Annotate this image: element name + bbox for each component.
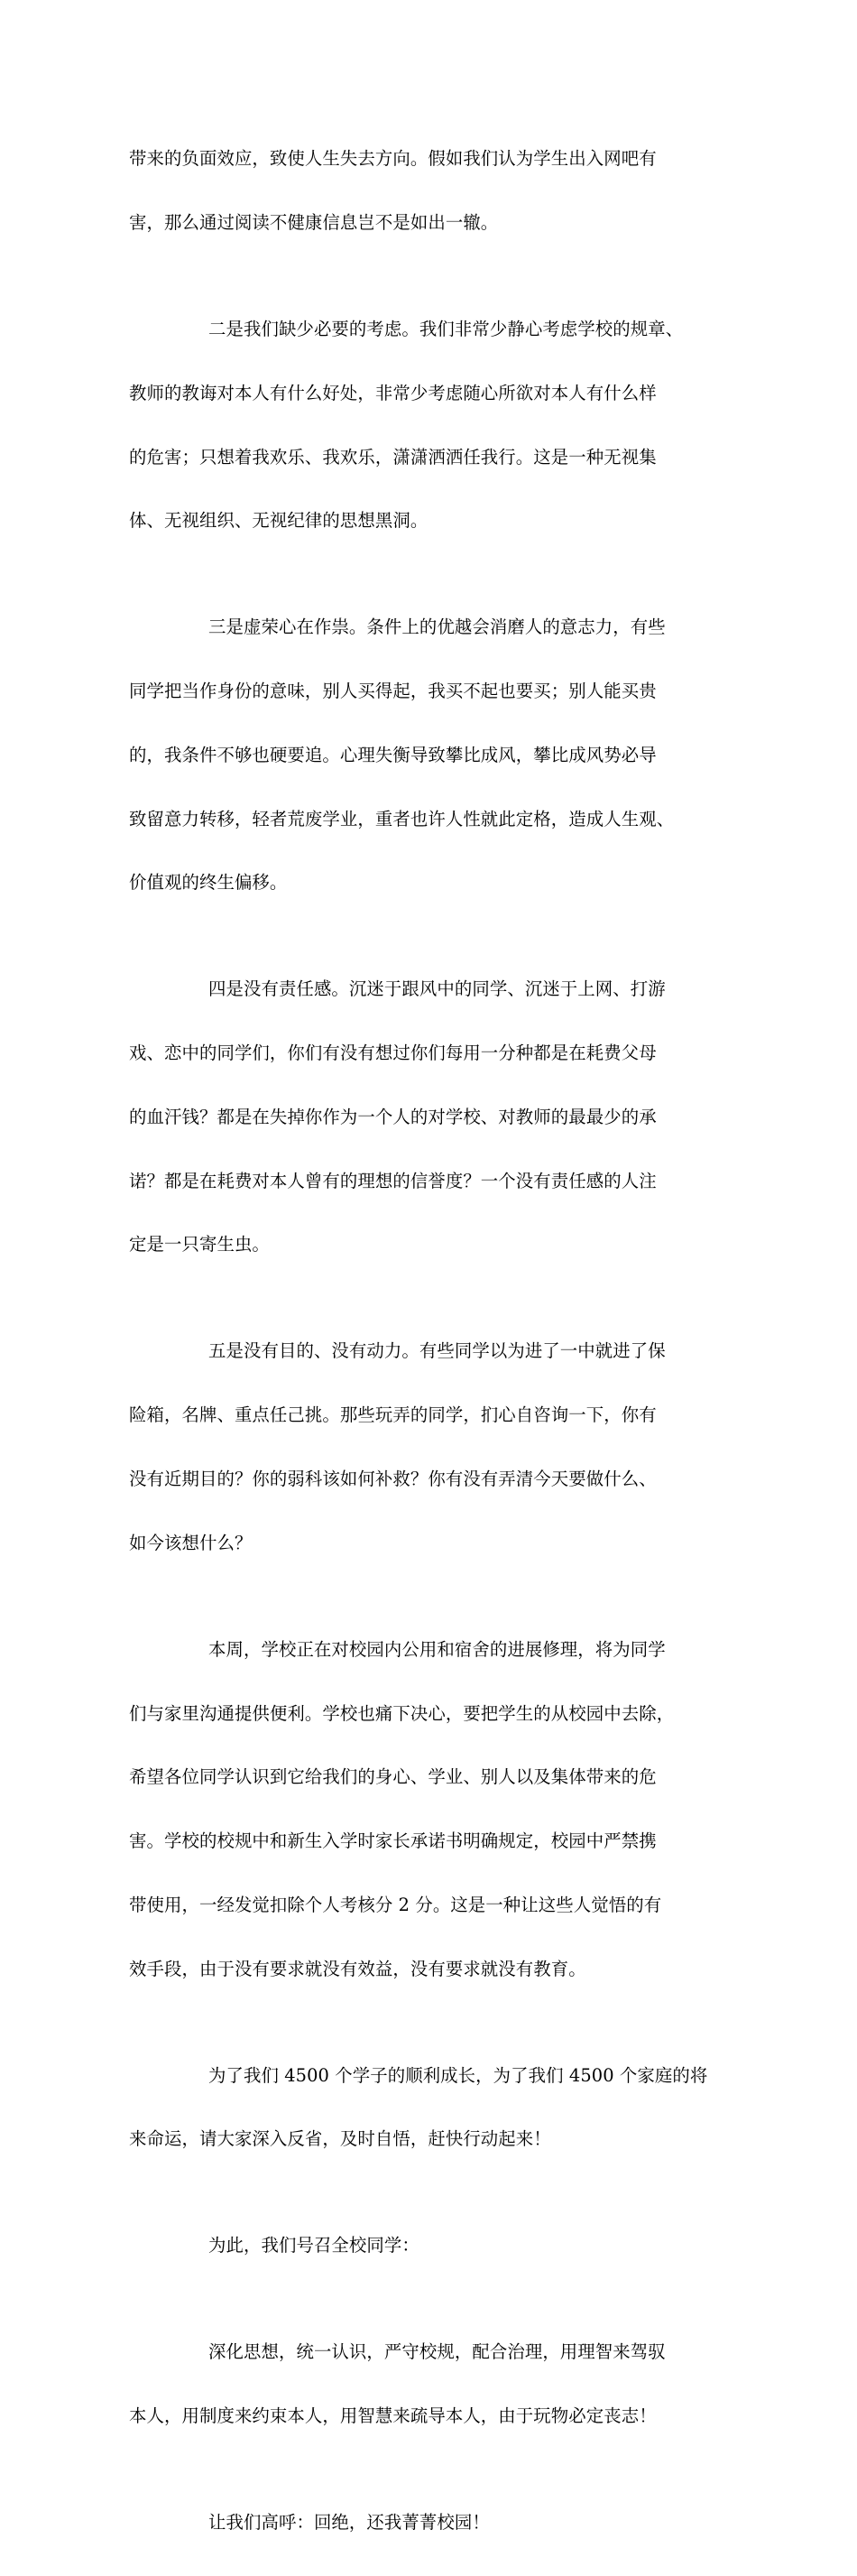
text-line: 带使用，一经发觉扣除个人考核分 2 分。这是一种让这些人觉悟的有	[129, 1894, 662, 1915]
text-line: 诺？都是在耗费对本人曾有的理想的信誉度？一个没有责任感的人注	[129, 1170, 657, 1191]
paragraph-7	[129, 2022, 732, 2192]
text-line: 险箱，名牌、重点任己挑。那些玩弄的同学，扪心自咨询一下，你有	[129, 1404, 657, 1426]
text-line: 的血汗钱？都是在失掉你作为一个人的对学校、对教师的最最少的承	[129, 1106, 657, 1127]
text-line: 戏、恋中的同学们，你们有没有想过你们每用一分种都是在耗费父母	[129, 1042, 657, 1064]
paragraph-5	[129, 1298, 732, 1596]
paragraph-3	[129, 574, 732, 936]
text-line: 害，那么通过阅读不健康信息岂不是如出一辙。	[129, 211, 499, 233]
text-line: 二是我们缺少必要的考虑。我们非常少静心考虑学校的规章、	[208, 318, 684, 339]
text-line: 三是虚荣心在作祟。条件上的优越会消磨人的意志力，有些	[208, 616, 666, 638]
text-line: 定是一只寄生虫。	[129, 1234, 270, 1256]
text-line: 四是没有责任感。沉迷于跟风中的同学、沉迷于上网、打游	[208, 978, 666, 1000]
paragraph-2	[129, 276, 732, 574]
text-line: 教师的教诲对本人有什么好处，非常少考虑随心所欲对本人有什么样	[129, 382, 657, 403]
text-line: 带来的负面效应，致使人生失去方向。假如我们认为学生出入网吧有	[129, 148, 657, 170]
text-line: 害。学校的校规中和新生入学时家长承诺书明确规定，校园中严禁携	[129, 1830, 657, 1852]
text-line: 为此，我们号召全校同学：	[208, 2235, 419, 2256]
text-line: 深化思想，统一认识，严守校规，配合治理，用理智来驾驭	[208, 2341, 666, 2363]
text-line: 本人，用制度来约束本人，用智慧来疏导本人，由于玩物必定丧志！	[129, 2405, 657, 2427]
paragraph-9	[129, 2299, 732, 2469]
text-line: 们与家里沟通提供便利。学校也痛下决心，要把学生的从校园中去除，	[129, 1702, 675, 1724]
text-line: 为了我们 4500 个学子的顺利成长，为了我们 4500 个家庭的将	[208, 2064, 708, 2086]
text-line: 五是没有目的、没有动力。有些同学以为进了一中就进了保	[208, 1340, 666, 1362]
text-line: 同学把当作身份的意味，别人买得起，我买不起也要买；别人能买贵	[129, 681, 657, 702]
paragraph-8	[129, 2192, 732, 2299]
text-line: 的危害；只想着我欢乐、我欢乐，潇潇洒洒任我行。这是一种无视集	[129, 446, 657, 468]
text-line: 如今该想什么？	[129, 1532, 253, 1553]
text-line: 致留意力转移，轻者荒废学业，重者也许人性就此定格，造成人生观、	[129, 808, 675, 829]
text-line: 让我们高呼：回绝，还我菁菁校园！	[208, 2512, 490, 2534]
paragraph-4	[129, 936, 732, 1298]
text-line: 希望各位同学认识到它给我们的身心、学业、别人以及集体带来的危	[129, 1766, 657, 1788]
text-line: 的，我条件不够也硬要追。心理失衡导致攀比成风，攀比成风势必导	[129, 744, 657, 765]
text-line: 来命运，请大家深入反省，及时自悟，赶快行动起来！	[129, 2128, 551, 2150]
document-body	[129, 106, 732, 2576]
text-line: 没有近期目的？你的弱科该如何补救？你有没有弄清今天要做什么、	[129, 1469, 657, 1489]
paragraph-6	[129, 1597, 732, 2023]
paragraph-1	[129, 106, 732, 276]
text-line: 本周，学校正在对校园内公用和宿舍的进展修理，将为同学	[208, 1638, 666, 1660]
text-line: 效手段，由于没有要求就没有效益，没有要求就没有教育。	[129, 1958, 586, 1979]
paragraph-10	[129, 2469, 732, 2576]
text-line: 价值观的终生偏移。	[129, 872, 288, 894]
text-line: 体、无视组织、无视纪律的思想黑洞。	[129, 510, 428, 532]
